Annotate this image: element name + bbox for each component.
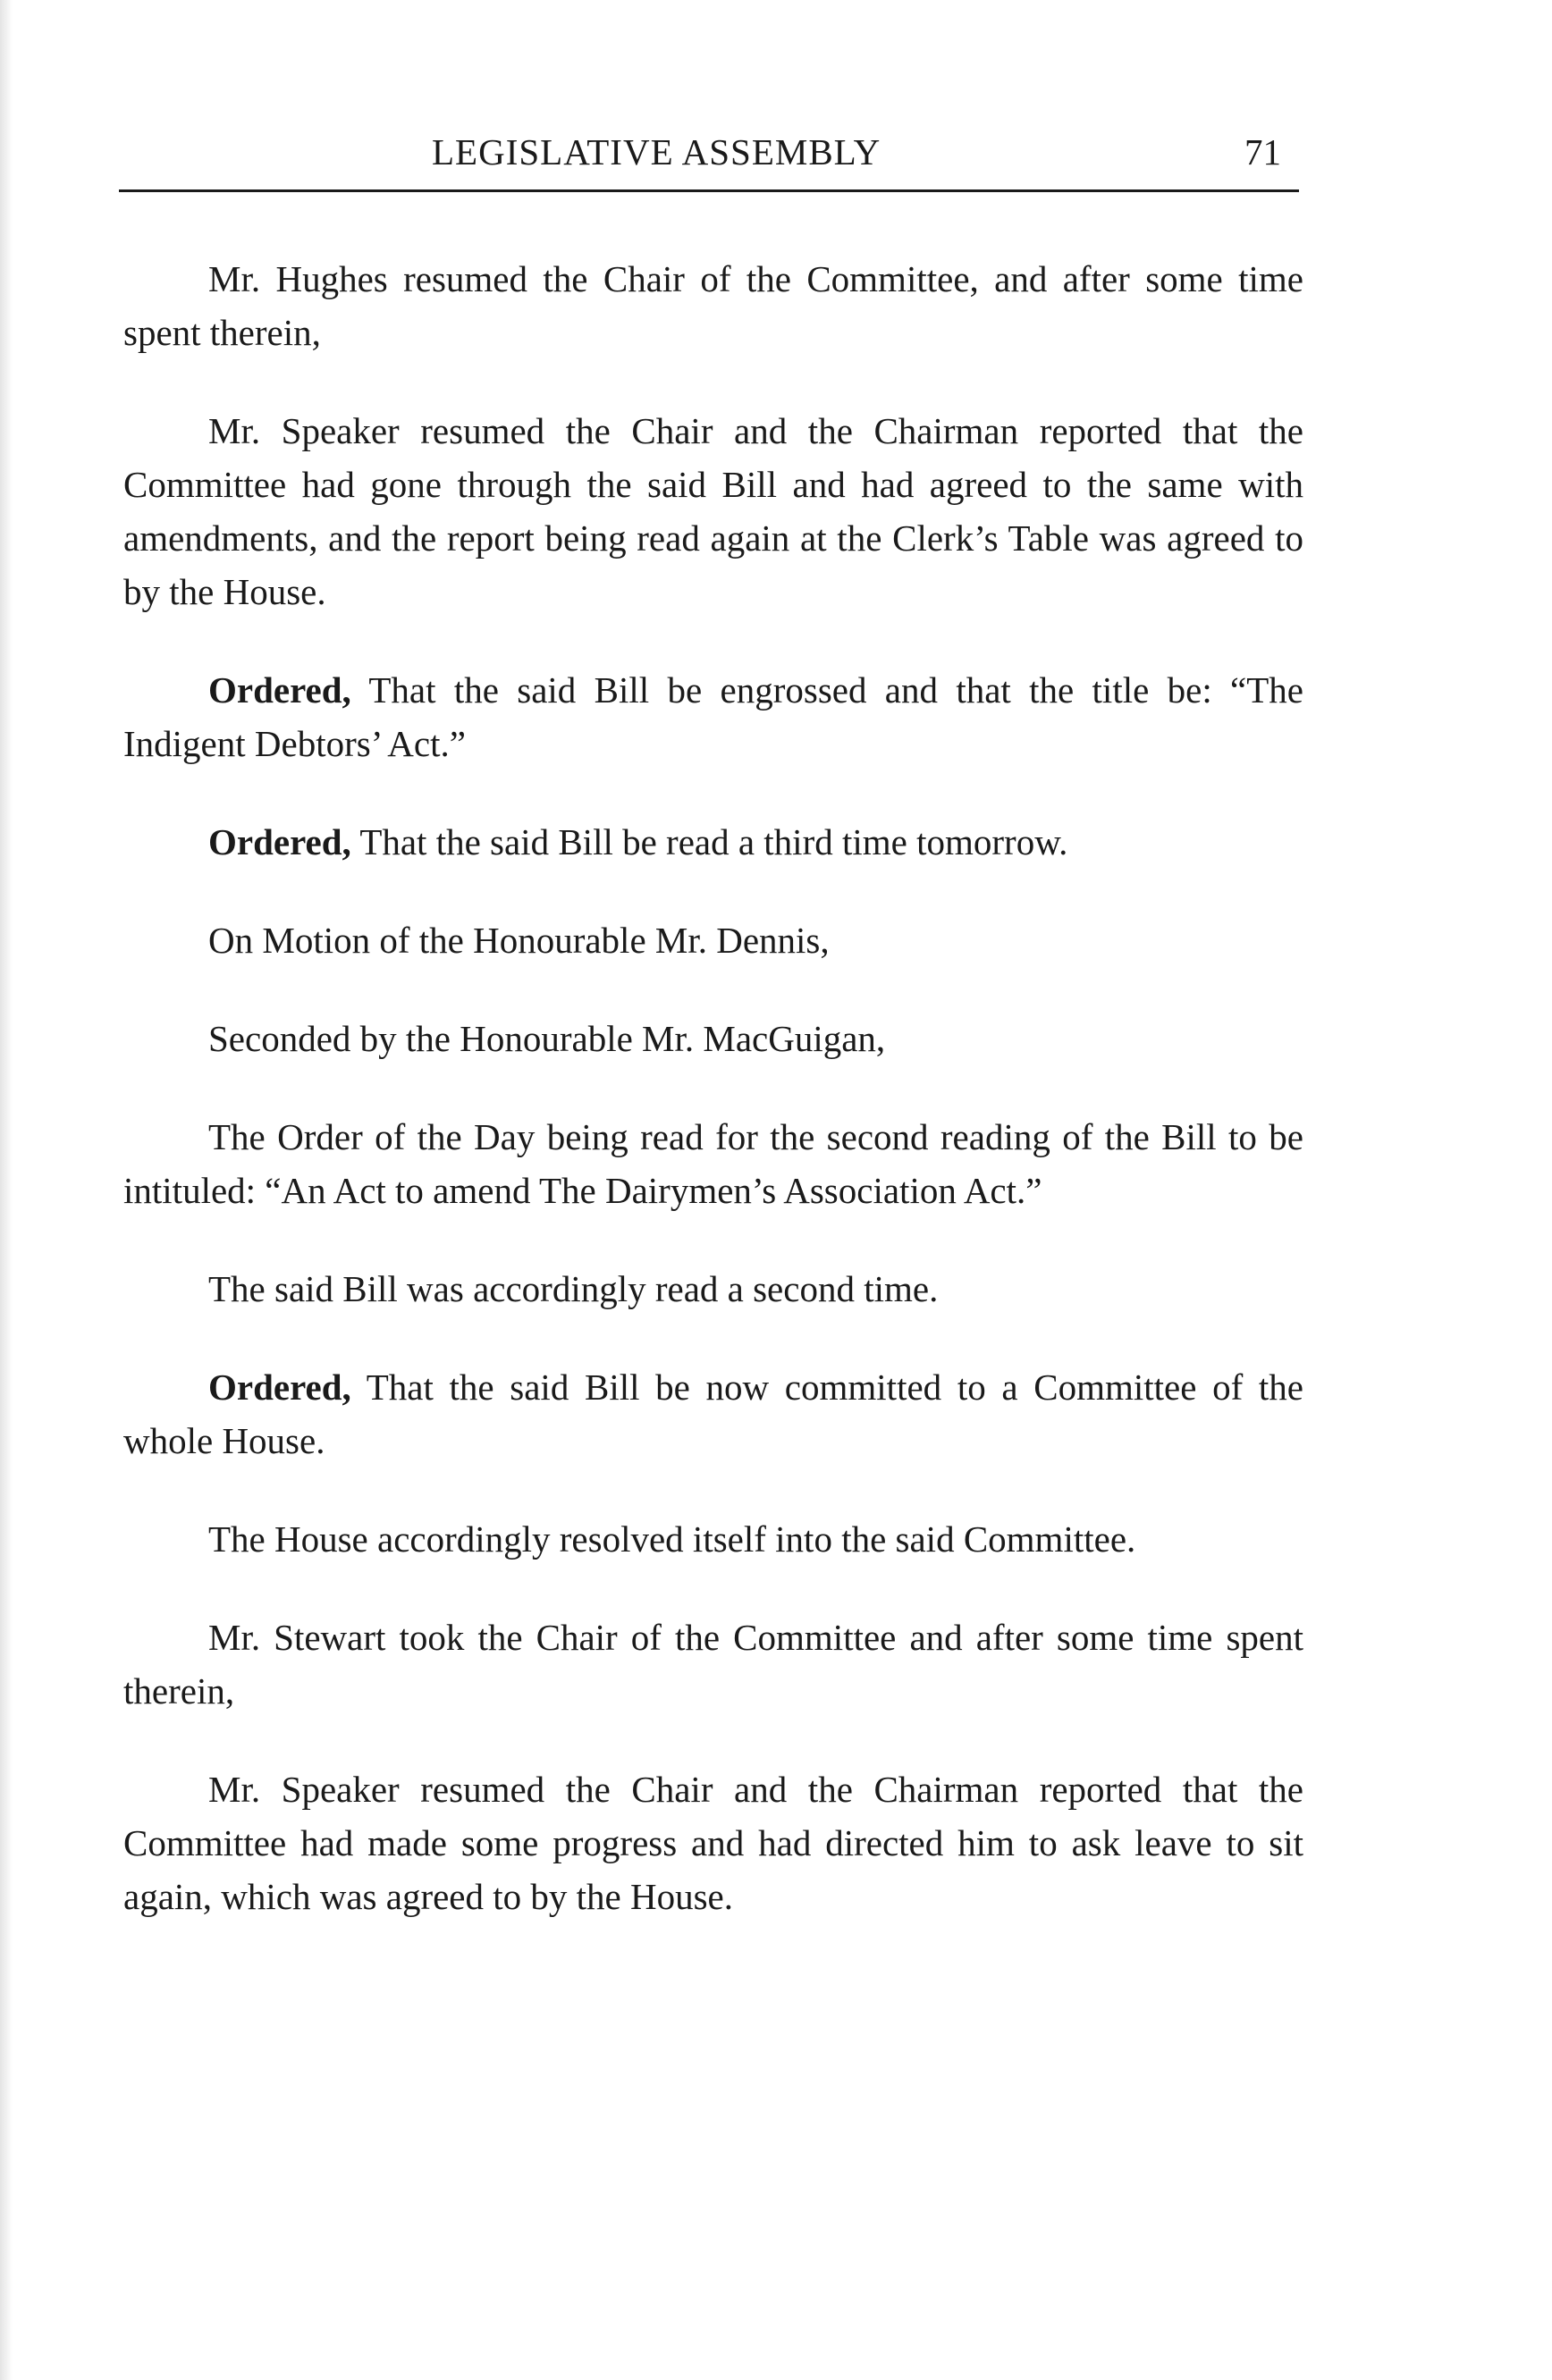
paragraph-seconded	[123, 1012, 1303, 1065]
page-number: 71	[1244, 131, 1281, 172]
paragraph-speaker-progress	[123, 1762, 1303, 1923]
paragraph-stewart-chair	[123, 1610, 1303, 1718]
page-header	[119, 125, 1299, 188]
header-rule	[119, 189, 1299, 192]
paragraph-lead: Ordered,	[208, 1367, 351, 1408]
paragraph-ordered-third-reading	[123, 815, 1303, 869]
paragraph-text: On Motion of the Honourable Mr. Dennis,	[208, 920, 830, 961]
paragraph-ordered-committed	[123, 1360, 1303, 1468]
paragraph-text: Seconded by the Honourable Mr. MacGuigan,	[208, 1018, 886, 1059]
running-head: LEGISLATIVE ASSEMBLY	[432, 131, 881, 172]
paragraph-lead: Ordered,	[208, 821, 351, 862]
paragraph-motion	[123, 913, 1303, 967]
paragraph-text: The Order of the Day being read for the second reading of the Bill to be intituled: “An Act to amend The Dairymen’s Association Act.”	[123, 1116, 1303, 1211]
page-edge-shadow	[0, 0, 13, 2380]
paragraph-house-resolved	[123, 1512, 1303, 1566]
paragraph-ordered-engrossed	[123, 663, 1303, 770]
paragraph-lead: Ordered,	[208, 669, 351, 711]
paragraph-text: That the said Bill be engrossed and that the title be: “The Indigent Debtors’ Act.”	[123, 669, 1303, 764]
paragraph-order-of-day	[123, 1110, 1303, 1217]
paragraph-text: The House accordingly resolved itself into the said Committee.	[208, 1518, 1136, 1560]
paragraph-text: Mr. Speaker resumed the Chair and the Chairman reported that the Committee had gone through the said Bill and had agreed to the same with amendments, and the report being read again at the Clerk’s Table was agreed to by the House.	[123, 410, 1303, 612]
paragraph-speaker-report	[123, 404, 1303, 618]
paragraph-second-reading	[123, 1262, 1303, 1316]
paragraph-text: Mr. Stewart took the Chair of the Committee and after some time spent therein,	[123, 1617, 1303, 1711]
paragraph-text: That the said Bill be read a third time tomorrow.	[359, 821, 1068, 862]
paragraph-text: Mr. Speaker resumed the Chair and the Chairman reported that the Committee had made some progress and had directed him to ask leave to sit again, which was agreed to by the House.	[123, 1769, 1303, 1917]
paragraph-text: The said Bill was accordingly read a second time.	[208, 1268, 939, 1309]
paragraph-text: Mr. Hughes resumed the Chair of the Committee, and after some time spent therein,	[123, 258, 1303, 353]
paragraph-text: That the said Bill be now committed to a Committee of the whole House.	[123, 1367, 1303, 1461]
body-text	[123, 252, 1303, 1968]
paragraph-hughes-chair	[123, 252, 1303, 359]
